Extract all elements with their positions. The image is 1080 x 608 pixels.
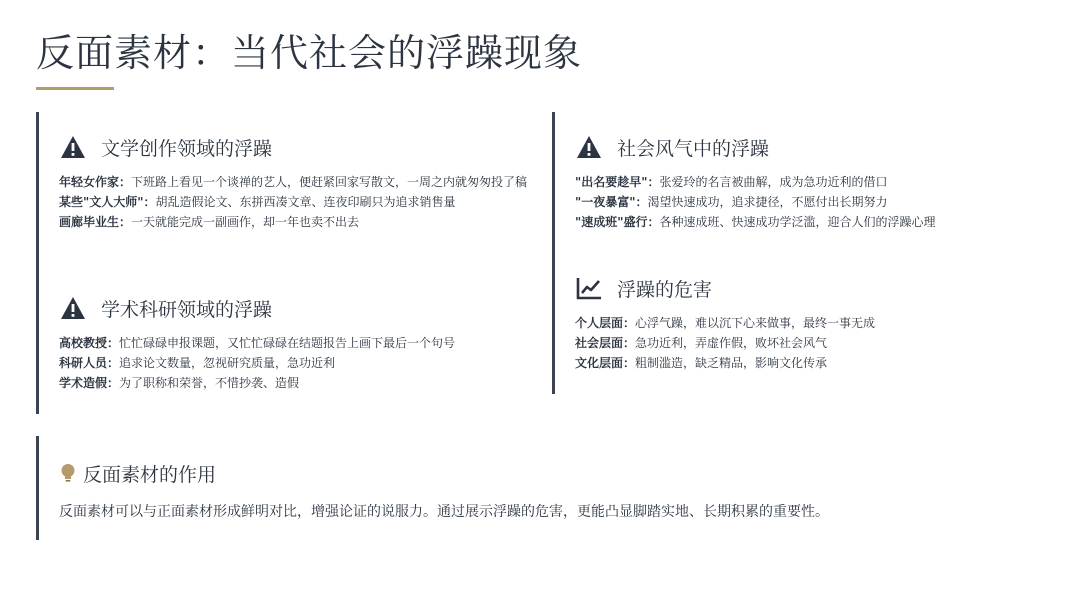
item-text: 追求论文数量，忽视研究质量，急功近利 [119,356,336,370]
list-item [59,172,536,192]
item-text: 一天就能完成一副画作，却一年也卖不出去 [131,215,360,229]
card-body [59,333,536,393]
card-title: 文学创作领域的浮躁 [101,137,273,160]
item-text: 急功近利，弄虚作假，败坏社会风气 [635,336,828,350]
card-title: 反面素材的作用 [83,463,217,486]
item-text: 忙忙碌碌申报课题，又忙忙碌碌在结题报告上画下最后一个句号 [119,336,456,350]
list-item [59,373,536,393]
card-body [59,172,536,232]
item-label: 某些"文人大师"： [59,195,156,209]
page-title: 反面素材：当代社会的浮躁现象 [36,31,583,75]
card-harm [552,257,1052,394]
item-label: "速成班"盛行： [575,215,660,229]
warning-icon [59,294,87,322]
list-item [575,333,1052,353]
title-underline [36,87,114,90]
list-item [59,353,536,373]
card-academic [36,277,536,414]
item-label: 社会层面： [575,336,636,350]
item-text: 为了职称和荣誉，不惜抄袭、造假 [119,376,300,390]
item-label: 高校教授： [59,336,120,350]
card-title: 社会风气中的浮躁 [617,137,770,160]
item-text: 张爱玲的名言被曲解，成为急功近利的借口 [659,175,888,189]
item-text: 胡乱造假论文、东拼西凑文章、连夜印刷只为追求销售量 [155,195,456,209]
card-literature [36,112,536,277]
item-text: 下班路上看见一个谈禅的艺人，便赶紧回家写散文，一周之内就匆匆投了稿 [131,175,528,189]
list-item [575,192,1052,212]
item-label: 个人层面： [575,316,636,330]
list-item [59,192,536,212]
list-item [575,353,1052,373]
card-body [575,313,1052,373]
card-body: 反面素材可以与正面素材形成鲜明对比，增强论证的说服力。通过展示浮躁的危害，更能凸显脚踏实地、长期积累的重要性。 [59,504,829,520]
item-label: "出名要趁早"： [575,175,660,189]
card-title: 学术科研领域的浮躁 [101,298,273,321]
list-item [59,333,536,353]
item-text: 各种速成班、快速成功学泛滥，迎合人们的浮躁心理 [659,215,936,229]
card-body [575,172,1052,232]
card-society [552,112,1052,257]
list-item [59,212,536,232]
card-header [59,130,536,164]
card-header [575,130,1052,164]
list-item [575,313,1052,333]
item-text: 渴望快速成功，追求捷径，不愿付出长期努力 [647,195,888,209]
card-header [59,456,1036,490]
lightbulb-icon [59,459,77,487]
warning-icon [59,133,87,161]
item-label: 科研人员： [59,356,120,370]
list-item [575,212,1052,232]
item-label: 学术造假： [59,376,120,390]
card-title: 浮躁的危害 [617,278,713,301]
list-item [575,172,1052,192]
line-chart-icon [575,274,603,302]
card-role [36,436,1036,540]
item-label: 年轻女作家： [59,175,132,189]
item-label: "一夜暴富"： [575,195,648,209]
warning-icon [575,133,603,161]
card-header [575,271,1052,305]
item-text: 粗制滥造，缺乏精品，影响文化传承 [635,356,828,370]
item-text: 心浮气躁，难以沉下心来做事，最终一事无成 [635,316,876,330]
card-header [59,291,536,325]
item-label: 文化层面： [575,356,636,370]
item-label: 画廊毕业生： [59,215,132,229]
